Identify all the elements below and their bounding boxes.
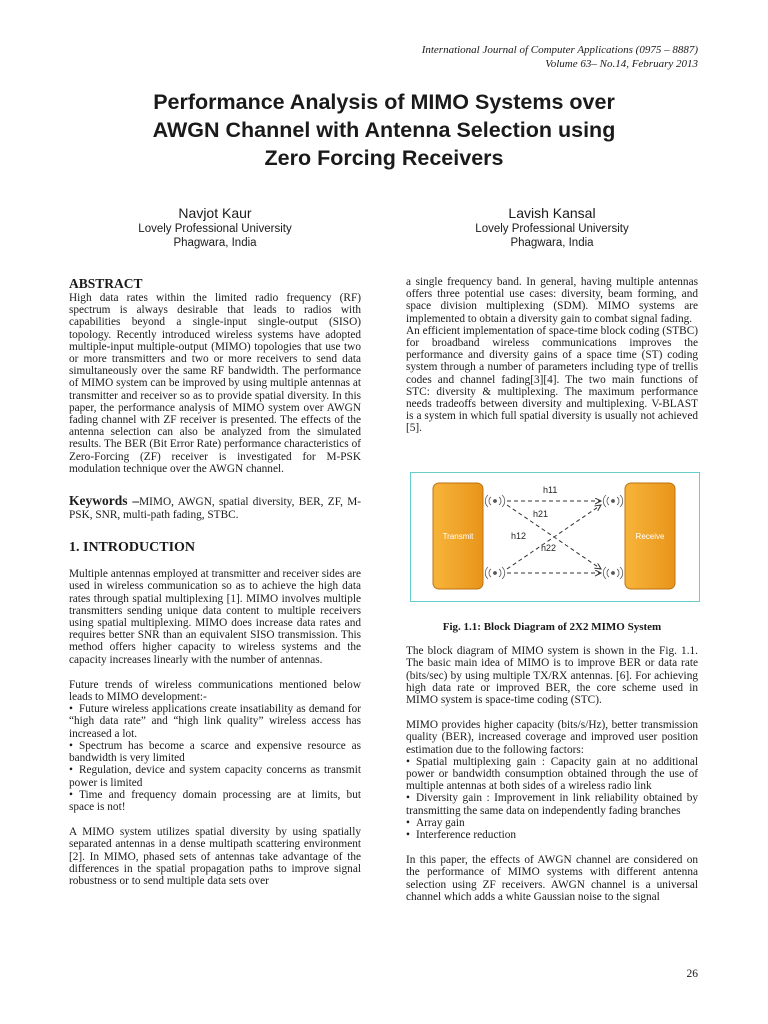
- author-affiliation: Lovely Professional University: [138, 223, 292, 235]
- title-line-3: Zero Forcing Receivers: [264, 146, 504, 170]
- right-bullet-list: [406, 756, 698, 841]
- rx-antenna-1-icon: [603, 495, 622, 507]
- author-name: Lavish Kansal: [508, 205, 596, 221]
- left-column: [69, 276, 361, 887]
- list-item: • Diversity gain : Improvement in link reliability obtained by transmitting the same data on independently fading branches: [406, 792, 698, 817]
- mimo-block-diagram: [410, 472, 700, 602]
- journal-header: [422, 43, 698, 71]
- abstract-text: High data rates within the limited radio frequency (RF) spectrum is always desirable that leads to radios with capabilities beyond a single-input single-output (SISO) topology. Recently introduced wireless systems have adopted multiple-input multiple-output (MIMO) topologies that use two or more transmitters and two or more receivers to send data simultaneously over the same RF bandwidth. The performance of MIMO system can be improved by using multiple antennas at transmitter and receiver so as to provide spatial diversity. In this paper, the performance analysis of MIMO system over AWGN fading channel with ZF receiver is presented. The effects of the antenna selection can also be analyzed from the simulated results. The BER (Bit Error Rate) performance characteristics of Zero-Forcing (ZF) receiver is investigated for M-PSK modulation technique over the AWGN channel.: [69, 292, 361, 475]
- right-paragraph-2: An efficient implementation of space-time block coding (STBC) for broadband wireless communications improves the performance and diversity gains of a space time (ST) coding system through a number of parameters including type of trellis codes and channel fading[3][4]. The two main functions of STC: diversity & multiplexing. The maximum performance needs tradeoffs between diversity and multiplexing. V-BLAST is a system in which full spatial diversity is usually not achieved [5].: [406, 324, 698, 435]
- author-1: [115, 204, 315, 250]
- page-number: 26: [686, 968, 698, 980]
- list-item: • Time and frequency domain processing are at limits, but space is not!: [69, 788, 361, 813]
- list-item: • Spatial multiplexing gain : Capacity gain at no additional power or bandwidth consumption obtained through the use of multiple antennas at both sides of a wireless radio link: [406, 755, 698, 793]
- author-location: Phagwara, India: [510, 237, 594, 249]
- right-paragraph-1: a single frequency band. In general, having multiple antennas offers three potential use cases: diversity, beam forming, and space division multiplexing (SDM). MIMO systems are implemented to obtain a diversity gain to combat signal fading.: [406, 276, 698, 325]
- receive-label: Receive: [635, 532, 665, 541]
- list-item: • Array gain: [406, 816, 465, 829]
- intro-paragraph-3: A MIMO system utilizes spatial diversity by using spatially separated antennas in a dense multipath scattering environment [2]. In MIMO, phased sets of antennas take advantage of the differences in the spatial propagation paths to improve signal robustness or to send multiple data sets over: [69, 826, 361, 887]
- author-name: Navjot Kaur: [178, 205, 252, 221]
- author-2: [452, 204, 652, 250]
- label-h22: h22: [541, 543, 557, 553]
- right-paragraph-4: MIMO provides higher capacity (bits/s/Hz), better transmission quality (BER), increased coverage and improved user position estimation due to the following factors:: [406, 719, 698, 756]
- list-item: • Spectrum has become a scarce and expensive resource as bandwidth is very limited: [69, 739, 361, 765]
- keywords-label: Keywords –: [69, 493, 140, 509]
- right-column-bottom: [406, 621, 698, 903]
- rx-antenna-2-icon: [603, 567, 622, 579]
- list-item: • Regulation, device and system capacity concerns as transmit power is limited: [69, 764, 361, 789]
- right-paragraph-5: In this paper, the effects of AWGN channel are considered on the performance of MIMO systems with different antenna selection using ZF receivers. AWGN channel is a universal channel which adds a white Gaussian noise to the signal: [406, 854, 698, 903]
- keywords-text: MIMO, AWGN, spatial diversity, BER, ZF, M-PSK, SNR, multi-path fading, STBC.: [69, 496, 362, 522]
- journal-name: International Journal of Computer Applications (0975 – 8887): [421, 44, 698, 56]
- intro-bullet-list: [69, 703, 361, 813]
- intro-paragraph-1: Multiple antennas employed at transmitter and receiver sides are used in wireless communication so as to achieve the high data rates through spatial multiplexing [1]. MIMO involves multiple transmitters sending unique data content to multiple receivers using spatial multiplexing. MIMO does increase data rates and requires better SNR than an equivalent SISO transmission. This method offers higher capacity to wireless systems and the capacity increases linearly with the number of antennas.: [69, 568, 361, 666]
- paper-title: [80, 88, 688, 172]
- intro-heading: 1. INTRODUCTION: [69, 540, 196, 556]
- author-affiliation: Lovely Professional University: [475, 223, 629, 235]
- label-h11: h11: [543, 485, 558, 495]
- right-paragraph-3: The block diagram of MIMO system is shown in the Fig. 1.1. The basic main idea of MIMO is to improve BER or data rate (bits/sec) by using multiple TX/RX antennas. [6]. For achieving high data rate or improved BER, the core scheme used in MIMO system is space-time coding (STC).: [406, 645, 698, 707]
- transmit-label: Transmit: [442, 532, 474, 541]
- list-item: • Future wireless applications create insatiability as demand for “high data rate” and “high link quality” wireless access has increased a lot.: [69, 703, 361, 740]
- journal-volume: Volume 63– No.14, February 2013: [545, 58, 698, 70]
- keywords: [69, 493, 361, 521]
- figure-caption: Fig. 1.1: Block Diagram of 2X2 MIMO System: [442, 621, 662, 633]
- label-h21: h21: [533, 509, 549, 519]
- title-line-2: AWGN Channel with Antenna Selection using: [152, 118, 616, 142]
- tx-antenna-1-icon: [485, 495, 504, 507]
- list-item: • Interference reduction: [406, 829, 517, 842]
- right-column-top: [406, 276, 698, 435]
- author-location: Phagwara, India: [173, 237, 257, 249]
- intro-paragraph-2: Future trends of wireless communications mentioned below leads to MIMO development:-: [69, 678, 361, 704]
- abstract-heading: ABSTRACT: [69, 276, 143, 291]
- diagram-svg: [411, 473, 699, 601]
- label-h12: h12: [511, 531, 527, 541]
- title-line-1: Performance Analysis of MIMO Systems over: [153, 90, 615, 114]
- tx-antenna-2-icon: [485, 567, 504, 579]
